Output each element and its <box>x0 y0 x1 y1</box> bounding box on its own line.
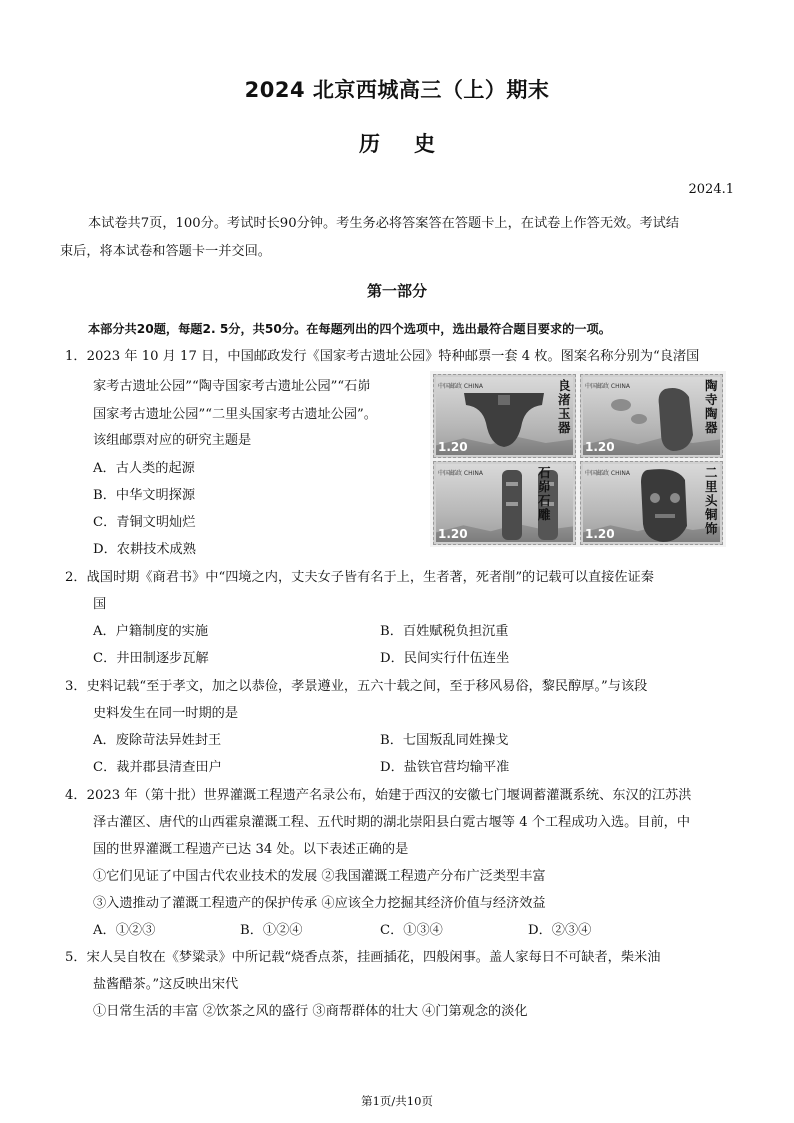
q2-option-c[interactable]: C．井田制逐步瓦解 <box>93 651 209 666</box>
stamp-caption: 二里头铜饰 <box>705 465 718 536</box>
q2-option-b[interactable]: B．百姓赋税负担沉重 <box>380 624 509 639</box>
q1-option-c[interactable]: C．青铜文明灿烂 <box>93 515 196 530</box>
q4-option-d[interactable]: D．②③④ <box>528 923 592 938</box>
stamp-caption: 陶寺陶器 <box>705 378 718 435</box>
stamp-sheet-image <box>430 371 726 547</box>
stamp-caption: 良渚玉器 <box>558 378 571 435</box>
q3-option-d[interactable]: D．盐铁官营均输平准 <box>380 760 510 775</box>
stamp-country: 中国邮政 CHINA <box>438 383 483 390</box>
q4-option-a[interactable]: A．①②③ <box>93 923 156 938</box>
q5-statements: ①日常生活的丰富 ②饮茶之风的盛行 ③商帮群体的壮大 ④门第观念的淡化 <box>93 1004 528 1019</box>
q2-stem-line-1: 2．战国时期《商君书》中“四境之内，丈夫女子皆有名于上，生者著，死者削”的记载可以直接佐证秦 <box>65 570 654 585</box>
q1-option-d[interactable]: D．农耕技术成熟 <box>93 542 196 557</box>
q4-stem-line-2: 泽古灌区、唐代的山西霍泉灌溉工程、五代时期的湖北崇阳县白霓古堰等 4 个工程成功入选。目前，中 <box>93 815 691 830</box>
part-instruction: 本部分共20题，每题2. 5分，共50分。在每题列出的四个选项中，选出最符合题目要求的一项。 <box>88 322 611 336</box>
q4-stem-line-1: 4．2023 年（第十批）世界灌溉工程遗产名录公布，始建于西汉的安徽七门堰调蓄灌溉系统、东汉的江苏洪 <box>65 788 692 803</box>
q4-option-b[interactable]: B．①②④ <box>240 923 303 938</box>
page-number: 第1页/共10页 <box>361 1094 433 1108</box>
q4-stem-line-3: 国的世界灌溉工程遗产已达 34 处。以下表述正确的是 <box>93 842 409 857</box>
stamp-country: 中国邮政 CHINA <box>438 470 483 477</box>
q1-stem-line-3: 国家考古遗址公园”“二里头国家考古遗址公园”。 <box>93 407 377 422</box>
q3-option-c[interactable]: C．裁并郡县清查田户 <box>93 760 222 775</box>
intro-line-2: 束后，将本试卷和答题卡一并交回。 <box>60 244 271 259</box>
stamp-taosi <box>580 374 723 458</box>
q5-stem-line-1: 5．宋人吴自牧在《梦粱录》中所记载“烧香点茶，挂画插花，四般闲事。盖人家每日不可缺者，柴米油 <box>65 950 661 965</box>
subject-title: 历史 <box>359 132 469 156</box>
q4-statement-2: ③入遗推动了灌溉工程遗产的保护传承 ④应该全力挖掘其经济价值与经济效益 <box>93 896 546 911</box>
stamp-price: 1.20 <box>585 440 615 454</box>
q3-option-b[interactable]: B．七国叛乱同姓操戈 <box>380 733 509 748</box>
q1-stem-line-1: 1．2023 年 10 月 17 日，中国邮政发行《国家考古遗址公园》特种邮票一套 4 枚。图案名称分别为“良渚国 <box>65 349 700 364</box>
stamp-price: 1.20 <box>438 527 468 541</box>
stamp-price: 1.20 <box>438 440 468 454</box>
stamp-price: 1.20 <box>585 527 615 541</box>
q2-option-d[interactable]: D．民间实行什伍连坐 <box>380 651 510 666</box>
intro-line-1: 本试卷共7页，100分。考试时长90分钟。考生务必将答案答在答题卡上，在试卷上作答无效。考试结 <box>88 216 680 231</box>
q3-stem-line-1: 3．史料记载“至于孝文，加之以恭俭，孝景遵业，五六十载之间，至于移风易俗，黎民醇厚。”与该段 <box>65 679 648 694</box>
q1-option-a[interactable]: A．古人类的起源 <box>93 461 195 476</box>
q5-stem-line-2: 盐酱醋茶。”这反映出宋代 <box>93 977 239 992</box>
q1-option-b[interactable]: B．中华文明探源 <box>93 488 196 503</box>
stamp-erlitou <box>580 461 723 545</box>
q2-stem-line-2: 国 <box>93 597 107 612</box>
stamp-liangzhu <box>433 374 576 458</box>
exam-date: 2024.1 <box>688 182 734 197</box>
q3-stem-line-2: 史料发生在同一时期的是 <box>93 706 239 721</box>
q2-option-a[interactable]: A．户籍制度的实施 <box>93 624 209 639</box>
exam-title: 2024 北京西城高三（上）期末 <box>244 78 550 102</box>
stamp-shimao <box>433 461 576 545</box>
stamp-country: 中国邮政 CHINA <box>585 383 630 390</box>
q4-statement-1: ①它们见证了中国古代农业技术的发展 ②我国灌溉工程遗产分布广泛类型丰富 <box>93 869 546 884</box>
q3-option-a[interactable]: A．废除苛法异姓封王 <box>93 733 222 748</box>
q1-stem-line-2: 家考古遗址公园”“陶寺国家考古遗址公园”“石峁 <box>93 379 371 394</box>
stamp-caption: 石峁石雕 <box>538 465 551 522</box>
q4-option-c[interactable]: C．①③④ <box>380 923 443 938</box>
part-title: 第一部分 <box>366 282 427 300</box>
q1-stem-line-4: 该组邮票对应的研究主题是 <box>93 433 252 448</box>
stamp-country: 中国邮政 CHINA <box>585 470 630 477</box>
